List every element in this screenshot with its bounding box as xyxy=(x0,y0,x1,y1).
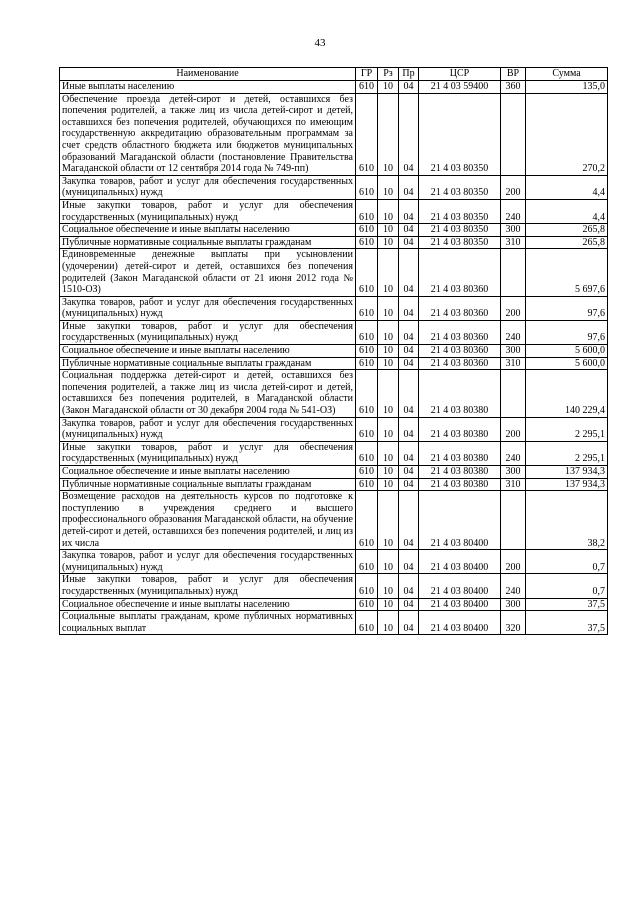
cell-csr: 21 4 03 80350 xyxy=(419,175,501,199)
cell-pr: 04 xyxy=(399,345,419,358)
cell-pr: 04 xyxy=(399,466,419,479)
cell-pr: 04 xyxy=(399,491,419,550)
cell-rz: 10 xyxy=(378,249,399,296)
cell-gr: 610 xyxy=(356,320,378,344)
table-row xyxy=(60,466,608,479)
cell-vr: 240 xyxy=(501,199,526,223)
cell-csr: 21 4 03 80380 xyxy=(419,441,501,465)
cell-rz: 10 xyxy=(378,478,399,491)
cell-sum: 137 934,3 xyxy=(526,466,608,479)
cell-gr: 610 xyxy=(356,441,378,465)
cell-vr: 200 xyxy=(501,417,526,441)
cell-pr: 04 xyxy=(399,296,419,320)
cell-name: Иные закупки товаров, работ и услуг для обеспечения государственных (муниципальных) нужд xyxy=(60,199,356,223)
cell-rz: 10 xyxy=(378,598,399,611)
cell-pr: 04 xyxy=(399,598,419,611)
cell-sum: 5 600,0 xyxy=(526,357,608,370)
header-name: Наименование xyxy=(60,68,356,81)
cell-csr: 21 4 03 80380 xyxy=(419,370,501,417)
cell-vr: 200 xyxy=(501,296,526,320)
cell-rz: 10 xyxy=(378,296,399,320)
cell-pr: 04 xyxy=(399,236,419,249)
cell-gr: 610 xyxy=(356,491,378,550)
cell-pr: 04 xyxy=(399,320,419,344)
cell-name: Социальная поддержка детей-сирот и детей, оставшихся без попечения родителей, а также лиц из числа детей-сирот и детей, оставшихся без попечения родителей, в Магаданской области (Закон Магаданской области от 30 декабря 2004 года № 541-ОЗ) xyxy=(60,370,356,417)
cell-name: Социальное обеспечение и иные выплаты населению xyxy=(60,466,356,479)
cell-name: Публичные нормативные социальные выплаты гражданам xyxy=(60,357,356,370)
cell-csr: 21 4 03 59400 xyxy=(419,81,501,94)
cell-gr: 610 xyxy=(356,224,378,237)
cell-csr: 21 4 03 80360 xyxy=(419,249,501,296)
cell-gr: 610 xyxy=(356,357,378,370)
cell-sum: 97,6 xyxy=(526,296,608,320)
cell-sum: 2 295,1 xyxy=(526,417,608,441)
cell-name: Публичные нормативные социальные выплаты гражданам xyxy=(60,478,356,491)
cell-pr: 04 xyxy=(399,441,419,465)
cell-rz: 10 xyxy=(378,441,399,465)
cell-sum: 0,7 xyxy=(526,574,608,598)
cell-gr: 610 xyxy=(356,249,378,296)
cell-sum: 4,4 xyxy=(526,199,608,223)
cell-vr xyxy=(501,93,526,175)
cell-vr: 300 xyxy=(501,224,526,237)
cell-vr: 200 xyxy=(501,175,526,199)
cell-csr: 21 4 03 80350 xyxy=(419,224,501,237)
cell-rz: 10 xyxy=(378,417,399,441)
cell-vr: 240 xyxy=(501,441,526,465)
cell-rz: 10 xyxy=(378,345,399,358)
cell-sum: 135,0 xyxy=(526,81,608,94)
cell-csr: 21 4 03 80360 xyxy=(419,320,501,344)
cell-sum: 37,5 xyxy=(526,611,608,635)
cell-csr: 21 4 03 80380 xyxy=(419,417,501,441)
cell-gr: 610 xyxy=(356,598,378,611)
cell-rz: 10 xyxy=(378,491,399,550)
cell-sum: 97,6 xyxy=(526,320,608,344)
cell-vr xyxy=(501,249,526,296)
cell-gr: 610 xyxy=(356,296,378,320)
cell-rz: 10 xyxy=(378,81,399,94)
cell-gr: 610 xyxy=(356,478,378,491)
cell-pr: 04 xyxy=(399,574,419,598)
header-rz: Рз xyxy=(378,68,399,81)
cell-name: Закупка товаров, работ и услуг для обеспечения государственных (муниципальных) нужд xyxy=(60,296,356,320)
cell-pr: 04 xyxy=(399,199,419,223)
cell-sum: 2 295,1 xyxy=(526,441,608,465)
cell-rz: 10 xyxy=(378,224,399,237)
header-pr: Пр xyxy=(399,68,419,81)
cell-vr: 360 xyxy=(501,81,526,94)
cell-gr: 610 xyxy=(356,345,378,358)
table-row xyxy=(60,81,608,94)
cell-rz: 10 xyxy=(378,574,399,598)
table-row xyxy=(60,357,608,370)
cell-rz: 10 xyxy=(378,236,399,249)
cell-rz: 10 xyxy=(378,320,399,344)
cell-name: Социальные выплаты гражданам, кроме публичных нормативных социальных выплат xyxy=(60,611,356,635)
cell-vr: 240 xyxy=(501,574,526,598)
cell-csr: 21 4 03 80400 xyxy=(419,550,501,574)
cell-csr: 21 4 03 80360 xyxy=(419,345,501,358)
cell-csr: 21 4 03 80350 xyxy=(419,236,501,249)
table-row xyxy=(60,598,608,611)
cell-pr: 04 xyxy=(399,417,419,441)
cell-vr xyxy=(501,370,526,417)
table-row xyxy=(60,491,608,550)
cell-gr: 610 xyxy=(356,417,378,441)
table-row xyxy=(60,296,608,320)
cell-sum: 5 600,0 xyxy=(526,345,608,358)
cell-name: Иные закупки товаров, работ и услуг для обеспечения государственных (муниципальных) нужд xyxy=(60,320,356,344)
cell-vr xyxy=(501,491,526,550)
table-row xyxy=(60,93,608,175)
table-row xyxy=(60,574,608,598)
table-row xyxy=(60,441,608,465)
cell-name: Закупка товаров, работ и услуг для обеспечения государственных (муниципальных) нужд xyxy=(60,417,356,441)
cell-pr: 04 xyxy=(399,370,419,417)
cell-rz: 10 xyxy=(378,175,399,199)
cell-vr: 300 xyxy=(501,345,526,358)
cell-sum: 37,5 xyxy=(526,598,608,611)
cell-csr: 21 4 03 80350 xyxy=(419,199,501,223)
cell-gr: 610 xyxy=(356,550,378,574)
cell-sum: 38,2 xyxy=(526,491,608,550)
cell-csr: 21 4 03 80360 xyxy=(419,357,501,370)
cell-name: Иные выплаты населению xyxy=(60,81,356,94)
cell-vr: 300 xyxy=(501,466,526,479)
cell-rz: 10 xyxy=(378,93,399,175)
table-row xyxy=(60,236,608,249)
cell-gr: 610 xyxy=(356,199,378,223)
cell-csr: 21 4 03 80360 xyxy=(419,296,501,320)
cell-gr: 610 xyxy=(356,611,378,635)
cell-rz: 10 xyxy=(378,466,399,479)
cell-vr: 240 xyxy=(501,320,526,344)
cell-pr: 04 xyxy=(399,550,419,574)
table-body xyxy=(60,81,608,635)
cell-pr: 04 xyxy=(399,224,419,237)
table-row xyxy=(60,224,608,237)
cell-name: Социальное обеспечение и иные выплаты населению xyxy=(60,224,356,237)
cell-sum: 265,8 xyxy=(526,224,608,237)
cell-sum: 140 229,4 xyxy=(526,370,608,417)
cell-pr: 04 xyxy=(399,81,419,94)
cell-vr: 200 xyxy=(501,550,526,574)
cell-sum: 4,4 xyxy=(526,175,608,199)
cell-gr: 610 xyxy=(356,236,378,249)
table-row xyxy=(60,417,608,441)
table-row xyxy=(60,199,608,223)
cell-pr: 04 xyxy=(399,93,419,175)
cell-pr: 04 xyxy=(399,175,419,199)
cell-sum: 5 697,6 xyxy=(526,249,608,296)
cell-pr: 04 xyxy=(399,357,419,370)
cell-name: Публичные нормативные социальные выплаты гражданам xyxy=(60,236,356,249)
table-row xyxy=(60,320,608,344)
cell-pr: 04 xyxy=(399,249,419,296)
cell-gr: 610 xyxy=(356,175,378,199)
cell-sum: 0,7 xyxy=(526,550,608,574)
cell-csr: 21 4 03 80400 xyxy=(419,491,501,550)
cell-rz: 10 xyxy=(378,611,399,635)
header-vr: ВР xyxy=(501,68,526,81)
cell-vr: 320 xyxy=(501,611,526,635)
header-csr: ЦСР xyxy=(419,68,501,81)
cell-name: Иные закупки товаров, работ и услуг для обеспечения государственных (муниципальных) нужд xyxy=(60,441,356,465)
cell-rz: 10 xyxy=(378,199,399,223)
cell-csr: 21 4 03 80400 xyxy=(419,611,501,635)
cell-pr: 04 xyxy=(399,611,419,635)
cell-name: Социальное обеспечение и иные выплаты населению xyxy=(60,345,356,358)
cell-csr: 21 4 03 80380 xyxy=(419,478,501,491)
cell-vr: 310 xyxy=(501,236,526,249)
cell-csr: 21 4 03 80400 xyxy=(419,598,501,611)
cell-sum: 137 934,3 xyxy=(526,478,608,491)
cell-name: Иные закупки товаров, работ и услуг для обеспечения государственных (муниципальных) нужд xyxy=(60,574,356,598)
cell-gr: 610 xyxy=(356,81,378,94)
table-row xyxy=(60,249,608,296)
cell-name: Единовременные денежные выплаты при усыновлении (удочерении) детей-сирот и детей, оставшихся без попечения родителей (Закон Магаданской области от 21 июня 2012 года № 1510-ОЗ) xyxy=(60,249,356,296)
cell-gr: 610 xyxy=(356,574,378,598)
table-row xyxy=(60,611,608,635)
cell-name: Закупка товаров, работ и услуг для обеспечения государственных (муниципальных) нужд xyxy=(60,175,356,199)
table-row xyxy=(60,550,608,574)
cell-name: Обеспечение проезда детей-сирот и детей, оставшихся без попечения родителей, а также лиц из числа детей-сирот и детей, оставшихся без попечения родителей, обучающихся по имеющим государственную аккредитацию образовательным программам за счет средств областного бюджета или бюджетов муниципальных образований Магаданской области (постановление Правительства Магаданской области от 12 сентября 2014 года № 749-пп) xyxy=(60,93,356,175)
cell-vr: 310 xyxy=(501,357,526,370)
header-gr: ГР xyxy=(356,68,378,81)
cell-vr: 310 xyxy=(501,478,526,491)
table-row xyxy=(60,345,608,358)
table-header-row xyxy=(60,68,608,81)
cell-name: Возмещение расходов на деятельность курсов по подготовке к поступлению в учреждения среднего и высшего профессионального образования Магаданской области, на обучение детей-сирот и детей, оставшихся без попечения родителей, и лиц из их числа xyxy=(60,491,356,550)
cell-gr: 610 xyxy=(356,370,378,417)
budget-table xyxy=(59,67,608,635)
cell-rz: 10 xyxy=(378,357,399,370)
header-sum: Сумма xyxy=(526,68,608,81)
table-row xyxy=(60,478,608,491)
cell-rz: 10 xyxy=(378,370,399,417)
cell-name: Закупка товаров, работ и услуг для обеспечения государственных (муниципальных) нужд xyxy=(60,550,356,574)
cell-vr: 300 xyxy=(501,598,526,611)
table-row xyxy=(60,370,608,417)
cell-csr: 21 4 03 80350 xyxy=(419,93,501,175)
page-number: 43 xyxy=(314,37,326,49)
cell-sum: 270,2 xyxy=(526,93,608,175)
cell-gr: 610 xyxy=(356,93,378,175)
cell-sum: 265,8 xyxy=(526,236,608,249)
cell-csr: 21 4 03 80400 xyxy=(419,574,501,598)
cell-rz: 10 xyxy=(378,550,399,574)
cell-pr: 04 xyxy=(399,478,419,491)
table-row xyxy=(60,175,608,199)
cell-csr: 21 4 03 80380 xyxy=(419,466,501,479)
cell-name: Социальное обеспечение и иные выплаты населению xyxy=(60,598,356,611)
cell-gr: 610 xyxy=(356,466,378,479)
